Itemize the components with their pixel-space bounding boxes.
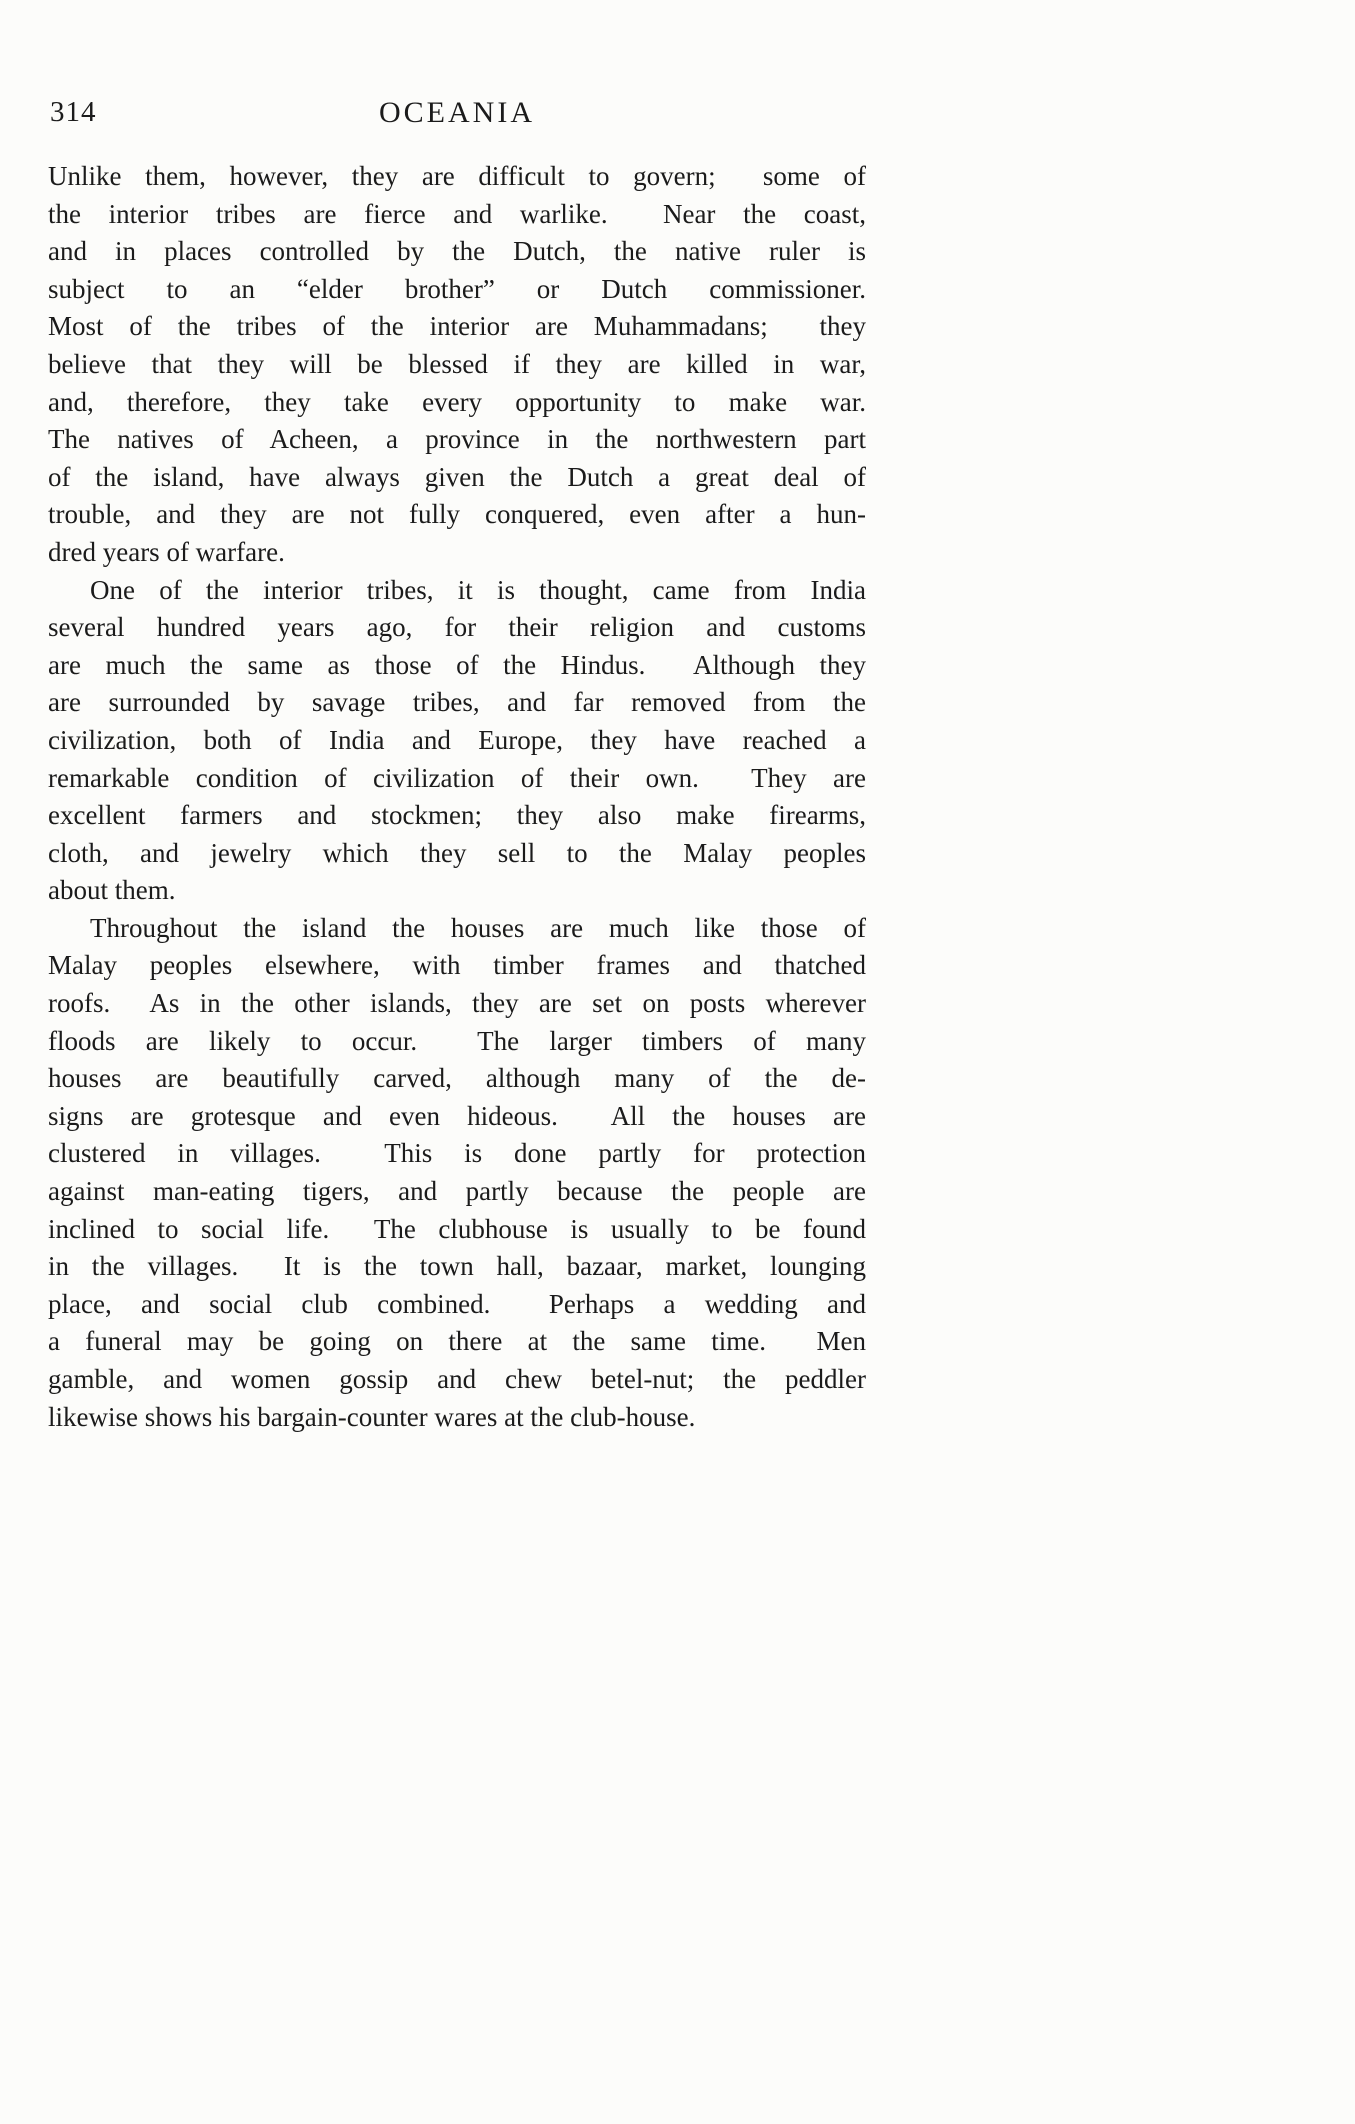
text-line: a funeral may be going on there at the same time. Men <box>48 1326 866 1357</box>
text-line: the interior tribes are fierce and warlike. Near the coast, <box>48 198 866 229</box>
text-line: Malay peoples elsewhere, with timber frames and thatched <box>48 950 866 981</box>
text-line: floods are likely to occur. The larger timbers of many <box>48 1025 866 1056</box>
text-line: subject to an “elder brother” or Dutch commissioner. <box>48 273 866 304</box>
text-line: about them. <box>48 875 176 906</box>
text-line: cloth, and jewelry which they sell to the Malay peoples <box>48 837 866 868</box>
text-line: dred years of warfare. <box>48 536 285 567</box>
text-line: against man-eating tigers, and partly because the people are <box>48 1176 866 1207</box>
text-block <box>48 96 866 1436</box>
text-line: One of the interior tribes, it is thought, came from India <box>90 574 866 605</box>
text-line: signs are grotesque and even hideous. All the houses are <box>48 1100 866 1131</box>
text-line: inclined to social life. The clubhouse is usually to be found <box>48 1213 866 1244</box>
text-line: Most of the tribes of the interior are Muhammadans; they <box>48 311 866 342</box>
text-line: likewise shows his bargain-counter wares at the club-house. <box>48 1401 696 1432</box>
page-header-title: OCEANIA <box>379 96 535 129</box>
text-line: are much the same as those of the Hindus. Although they <box>48 649 866 680</box>
text-line: trouble, and they are not fully conquered, even after a hun- <box>48 499 866 530</box>
text-line: remarkable condition of civilization of their own. They are <box>48 762 866 793</box>
text-line: are surrounded by savage tribes, and far removed from the <box>48 687 866 718</box>
text-line: gamble, and women gossip and chew betel-nut; the peddler <box>48 1364 866 1394</box>
text-line: several hundred years ago, for their religion and customs <box>48 612 866 643</box>
text-line: in the villages. It is the town hall, bazaar, market, lounging <box>48 1251 866 1282</box>
paragraph <box>48 572 866 910</box>
text-line: and in places controlled by the Dutch, the native ruler is <box>48 236 866 267</box>
text-line: excellent farmers and stockmen; they also make firearms, <box>48 800 866 831</box>
text-line: of the island, have always given the Dutch a great deal of <box>48 461 866 492</box>
text-line: Throughout the island the houses are much like those of <box>90 912 866 943</box>
text-line: place, and social club combined. Perhaps a wedding and <box>48 1288 866 1319</box>
text-line: believe that they will be blessed if they are killed in war, <box>48 348 866 379</box>
text-line: houses are beautifully carved, although many of the de- <box>48 1063 866 1094</box>
text-line: clustered in villages. This is done partly for protection <box>48 1138 866 1169</box>
text-line: civilization, both of India and Europe, they have reached a <box>48 724 866 755</box>
paragraph <box>48 910 866 1436</box>
body-text <box>48 158 866 1436</box>
text-line: roofs. As in the other islands, they are set on posts wherever <box>48 988 866 1019</box>
text-line: Unlike them, however, they are difficult to govern; some of <box>48 161 866 191</box>
paragraph <box>48 158 866 572</box>
page-number: 314 <box>50 96 97 128</box>
text-line: The natives of Acheen, a province in the northwestern part <box>48 424 866 455</box>
running-head <box>48 96 866 132</box>
text-line: and, therefore, they take every opportunity to make war. <box>48 386 866 417</box>
